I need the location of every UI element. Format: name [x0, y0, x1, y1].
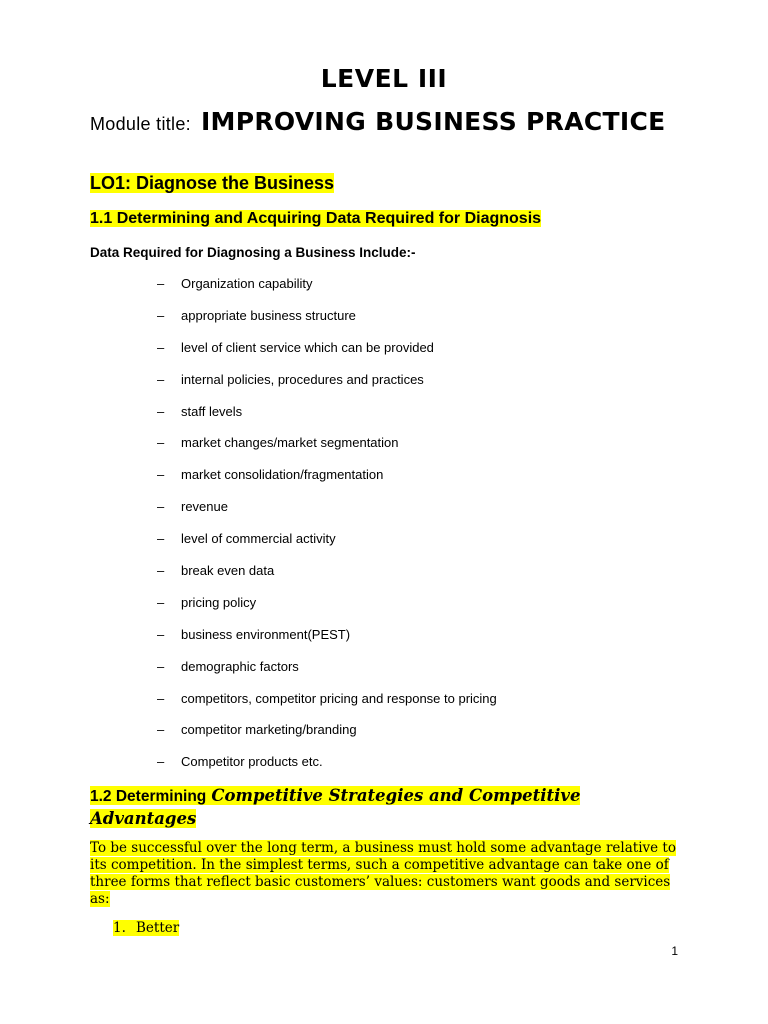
list-item-text: business environment(PEST) — [181, 626, 351, 642]
dash-bullet-icon: – — [157, 435, 165, 451]
section-1-1-heading — [90, 208, 541, 229]
dash-bullet-icon: – — [157, 499, 165, 515]
dash-bullet-icon: – — [157, 626, 165, 642]
dash-bullet-icon: – — [157, 467, 165, 483]
list-item-text: break even data — [181, 563, 275, 579]
section-1-2-heading — [90, 785, 650, 830]
list-item-text: appropriate business structure — [181, 307, 356, 323]
list-item — [157, 274, 497, 306]
list-item — [157, 465, 497, 497]
list-item — [157, 657, 497, 689]
list-item — [157, 561, 497, 593]
list-item-text: competitors, competitor pricing and response to pricing — [181, 690, 497, 706]
section-1-2-title: Competitive Strategies and Competitive Advantages — [90, 786, 581, 828]
list-item-text: demographic factors — [181, 658, 299, 674]
list-item — [157, 370, 497, 402]
list-item-text: Organization capability — [181, 276, 313, 291]
module-title: IMPROVING BUSINESS PRACTICE — [200, 107, 666, 136]
dash-bullet-icon: – — [157, 594, 165, 610]
numbered-item — [113, 919, 179, 937]
list-item — [157, 593, 497, 625]
list-item-text: competitor marketing/branding — [181, 722, 357, 738]
page-number: 1 — [671, 944, 678, 958]
dash-bullet-icon: – — [157, 307, 165, 323]
list-item-text: level of commercial activity — [181, 531, 336, 547]
dash-bullet-icon: – — [157, 563, 165, 579]
dash-bullet-icon: – — [157, 531, 165, 547]
list-item — [157, 689, 497, 721]
dash-bullet-icon: – — [157, 690, 165, 706]
section-1-2-prefix: 1.2 Determining — [90, 788, 207, 805]
dash-bullet-icon: – — [157, 276, 165, 291]
dash-bullet-icon: – — [157, 754, 165, 770]
list-item-text: Competitor products etc. — [181, 754, 323, 770]
list-item-text: pricing policy — [181, 594, 257, 610]
list-item-text: staff levels — [181, 403, 243, 419]
list-item — [157, 402, 497, 434]
paragraph-text: To be successful over the long term, a business must hold some advantage relative to its competition. In the simplest terms, such a competitive advantage can take one of three forms that reflect basic customers’ values: customers want goods and services as: — [90, 840, 676, 907]
lo-heading — [90, 172, 334, 194]
numbered-item-text: Better — [136, 920, 180, 936]
section-1-1-text: 1.1 Determining and Acquiring Data Required for Diagnosis — [90, 210, 542, 227]
list-item — [157, 625, 497, 657]
data-requirements-list — [157, 274, 497, 784]
list-item-text: market consolidation/fragmentation — [181, 467, 384, 483]
list-item — [157, 529, 497, 561]
list-item-text: internal policies, procedures and practices — [181, 371, 424, 387]
dash-bullet-icon: – — [157, 658, 165, 674]
list-item — [157, 497, 497, 529]
dash-bullet-icon: – — [157, 371, 165, 387]
dash-bullet-icon: – — [157, 403, 165, 419]
list-item — [157, 338, 497, 370]
list-item — [157, 306, 497, 338]
competitive-advantage-paragraph — [90, 840, 680, 908]
lo-heading-text: LO1: Diagnose the Business — [90, 173, 335, 193]
list-item-text: market changes/market segmentation — [181, 435, 399, 451]
dash-bullet-icon: – — [157, 722, 165, 738]
level-title: LEVEL III — [320, 64, 448, 93]
list-item — [157, 720, 497, 752]
data-intro: Data Required for Diagnosing a Business Include:- — [90, 245, 416, 260]
module-label: Module title: — [90, 114, 191, 134]
dash-bullet-icon: – — [157, 339, 165, 355]
list-item-text: level of client service which can be provided — [181, 339, 434, 355]
list-item-text: revenue — [181, 499, 228, 515]
numbered-item-number: 1. — [113, 920, 126, 936]
list-item — [157, 433, 497, 465]
list-item — [157, 752, 497, 784]
module-title-line — [90, 106, 690, 140]
